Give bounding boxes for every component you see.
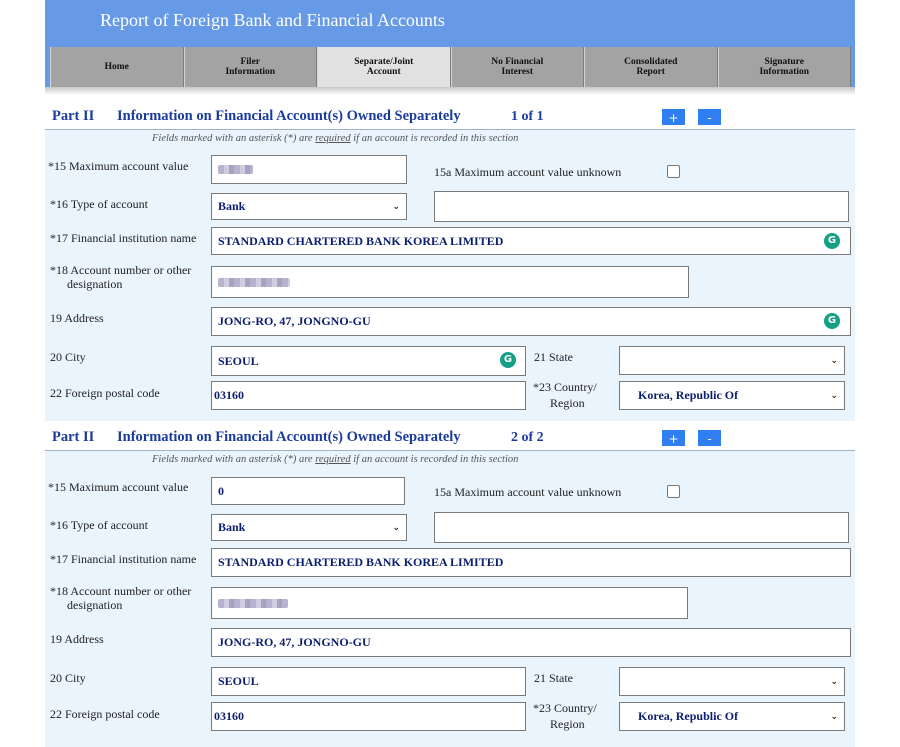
part-label: Part II xyxy=(52,108,95,124)
account-number-label-2: designation xyxy=(67,277,123,291)
country-label: *23 Country/ xyxy=(533,380,597,394)
tab-signature-label: Signature Information xyxy=(759,57,810,77)
state-select[interactable] xyxy=(619,346,845,375)
city-label: 20 City xyxy=(50,350,86,364)
redacted-value xyxy=(218,278,290,287)
max-value-input[interactable] xyxy=(211,155,407,184)
max-value-label: *15 Maximum account value xyxy=(48,480,189,494)
country-label-2: Region xyxy=(550,396,585,410)
max-unknown-checkbox[interactable] xyxy=(667,165,680,178)
account-number-label: *18 Account number or other xyxy=(50,584,192,598)
postal-code-input[interactable]: 03160 xyxy=(211,702,526,731)
postal-label: 22 Foreign postal code xyxy=(50,707,160,721)
country-label-2: Region xyxy=(550,717,585,731)
city-input[interactable]: SEOUL xyxy=(211,346,526,376)
account-section-1 xyxy=(45,105,855,421)
tab-separate-joint-account[interactable] xyxy=(317,47,451,87)
chevron-down-icon: ⌄ xyxy=(830,355,838,366)
remove-account-button[interactable]: - xyxy=(698,109,721,125)
add-account-button[interactable]: + xyxy=(662,430,685,446)
tab-shadow xyxy=(45,87,855,95)
account-number-input[interactable] xyxy=(211,587,688,619)
section-header xyxy=(45,105,855,130)
tab-filer-information[interactable] xyxy=(184,47,318,87)
page-title: Report of Foreign Bank and Financial Accounts xyxy=(100,10,445,30)
tab-signature-information[interactable] xyxy=(718,47,852,87)
account-number-label-2: designation xyxy=(67,598,123,612)
remove-account-button[interactable]: - xyxy=(698,430,721,446)
state-select[interactable] xyxy=(619,667,845,696)
max-value-input[interactable]: 0 xyxy=(211,477,405,505)
account-counter: 2 of 2 xyxy=(511,430,544,445)
institution-label: *17 Financial institution name xyxy=(50,552,197,566)
country-select[interactable]: Korea, Republic Of ⌄ xyxy=(619,702,845,731)
max-unknown-label: 15a Maximum account value unknown xyxy=(434,165,622,179)
grammarly-icon[interactable]: G xyxy=(500,352,516,368)
address-label: 19 Address xyxy=(50,311,104,325)
redacted-value xyxy=(218,165,253,174)
max-unknown-checkbox[interactable] xyxy=(667,485,680,498)
type-label: *16 Type of account xyxy=(50,518,148,532)
country-select[interactable]: Korea, Republic Of ⌄ xyxy=(619,381,845,410)
grammarly-icon[interactable]: G xyxy=(824,313,840,329)
tab-no-financial-interest[interactable] xyxy=(451,47,585,87)
institution-name-input[interactable]: STANDARD CHARTERED BANK KOREA LIMITED xyxy=(211,548,851,577)
account-type-select[interactable]: Bank ⌄ xyxy=(211,193,407,220)
city-label: 20 City xyxy=(50,671,86,685)
state-label: 21 State xyxy=(534,350,573,364)
tab-consolidated-label: Consolidated Report xyxy=(624,57,678,77)
postal-label: 22 Foreign postal code xyxy=(50,386,160,400)
grammarly-icon[interactable]: G xyxy=(824,233,840,249)
required-note: Fields marked with an asterisk (*) are required if an account is recorded in this section xyxy=(152,454,519,465)
tab-nofinancial-label: No Financial Interest xyxy=(491,57,544,77)
account-number-label: *18 Account number or other xyxy=(50,263,192,277)
tab-filer-label: Filer Information xyxy=(225,57,276,77)
address-label: 19 Address xyxy=(50,632,104,646)
section-title: Information on Financial Account(s) Owned Separately xyxy=(117,108,461,124)
section-header xyxy=(45,426,855,451)
chevron-down-icon: ⌄ xyxy=(392,522,400,533)
type-label: *16 Type of account xyxy=(50,197,148,211)
country-label: *23 Country/ xyxy=(533,701,597,715)
add-account-button[interactable]: + xyxy=(662,109,685,125)
title-bar xyxy=(45,0,855,47)
account-counter: 1 of 1 xyxy=(511,109,544,124)
address-input[interactable]: JONG-RO, 47, JONGNO-GU xyxy=(211,628,851,657)
tab-home-label: Home xyxy=(104,62,129,72)
address-input[interactable]: JONG-RO, 47, JONGNO-GU xyxy=(211,307,851,336)
redacted-value xyxy=(218,599,288,608)
account-type-other-input[interactable] xyxy=(434,512,849,543)
nav-tabs xyxy=(45,47,855,87)
tab-consolidated-report[interactable] xyxy=(584,47,718,87)
institution-name-input[interactable]: STANDARD CHARTERED BANK KOREA LIMITED xyxy=(211,227,851,255)
required-note: Fields marked with an asterisk (*) are required if an account is recorded in this section xyxy=(152,133,519,144)
chevron-down-icon: ⌄ xyxy=(830,390,838,401)
chevron-down-icon: ⌄ xyxy=(830,711,838,722)
state-label: 21 State xyxy=(534,671,573,685)
part-label: Part II xyxy=(52,429,95,445)
postal-code-input[interactable]: 03160 xyxy=(211,381,526,410)
max-unknown-label: 15a Maximum account value unknown xyxy=(434,485,622,499)
account-type-other-input[interactable] xyxy=(434,191,849,222)
account-type-select[interactable]: Bank ⌄ xyxy=(211,514,407,541)
tab-separate-label: Separate/Joint Account xyxy=(354,57,414,77)
chevron-down-icon: ⌄ xyxy=(392,201,400,212)
tab-home[interactable] xyxy=(50,47,184,87)
chevron-down-icon: ⌄ xyxy=(830,676,838,687)
account-section-2 xyxy=(45,426,855,747)
city-input[interactable]: SEOUL xyxy=(211,667,526,696)
section-title: Information on Financial Account(s) Owned Separately xyxy=(117,429,461,445)
account-number-input[interactable] xyxy=(211,266,689,298)
max-value-label: *15 Maximum account value xyxy=(48,159,189,173)
institution-label: *17 Financial institution name xyxy=(50,231,197,245)
